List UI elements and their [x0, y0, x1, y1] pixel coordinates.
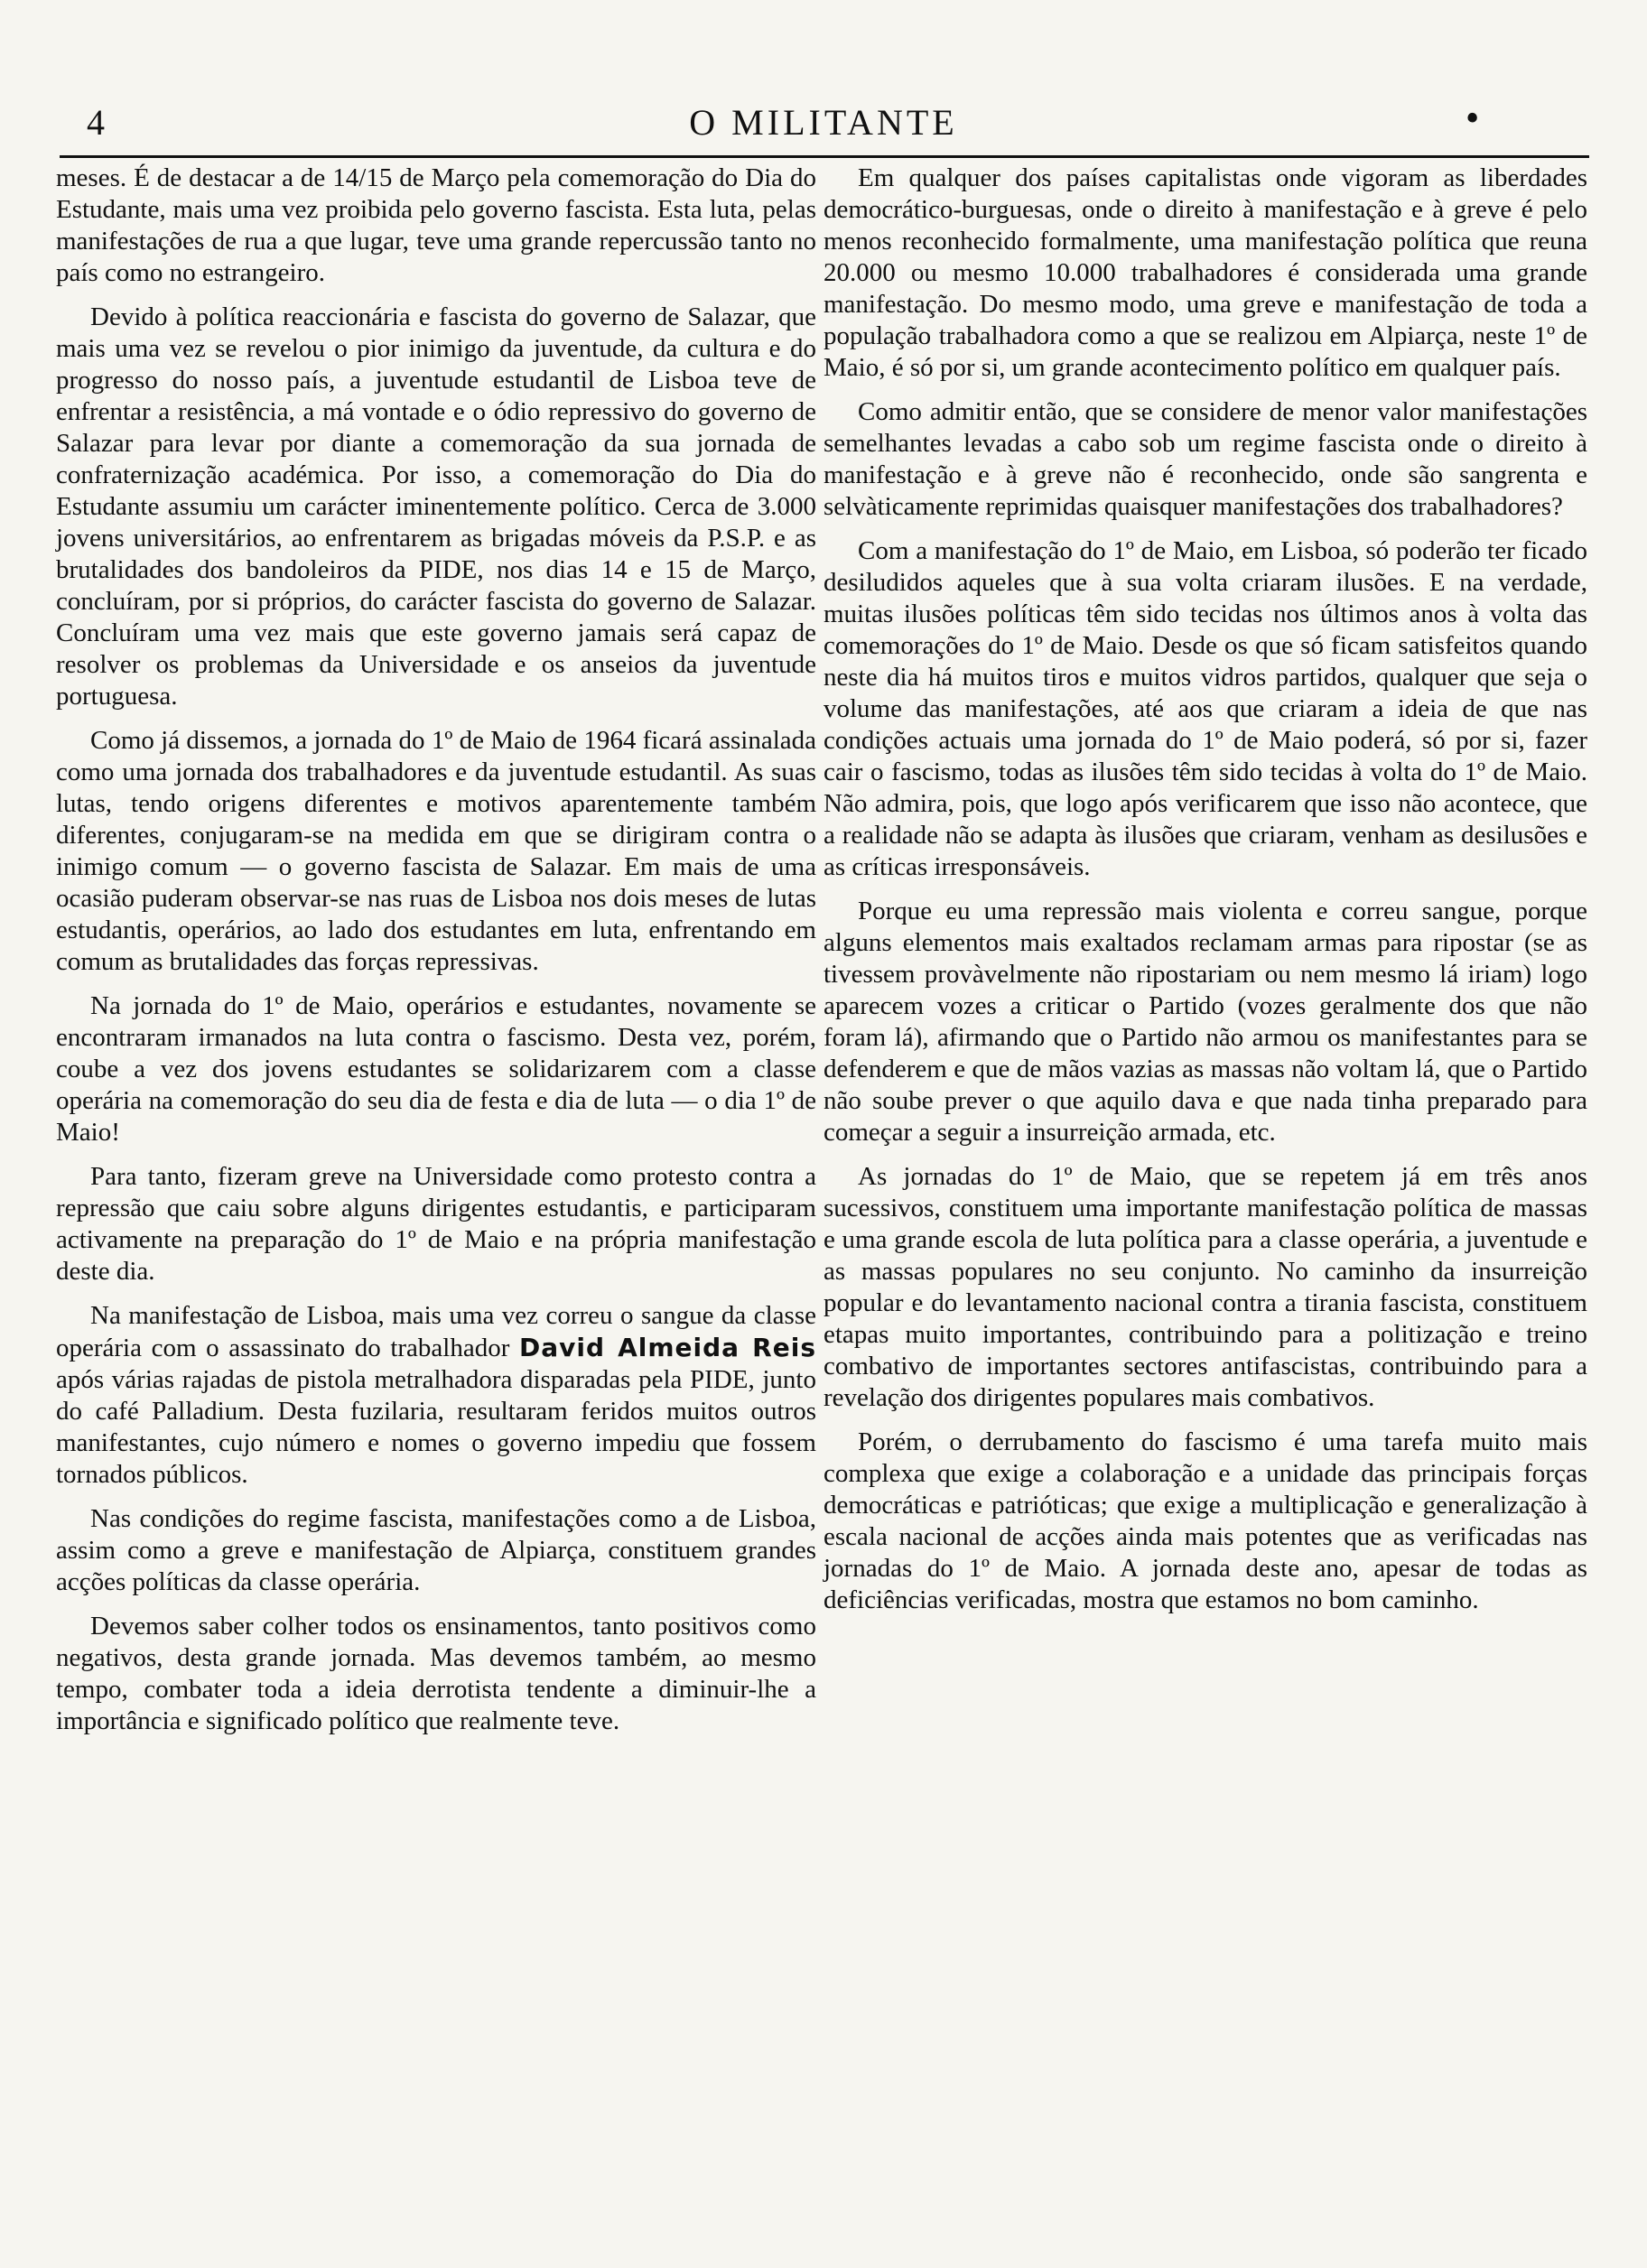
paragraph: Nas condições do regime fascista, manifestações como a de Lisboa, assim como a greve e manifestação de Alpiarça, constituem grandes acções políticas da classe operária. [56, 1504, 816, 1596]
right-column [824, 163, 1587, 1629]
left-column [56, 163, 816, 1750]
paragraph: Porque eu uma repressão mais violenta e correu sangue, porque alguns elementos mais exaltados reclamam armas para ripostar (se as tivessem provàvelmente não ripostariam ou nem mesmo lá iriam) logo aparecem vozes a criticar o Partido (vozes geralmente dos que não foram lá), afirmando que o Partido não armou os manifestantes para se defenderem e que de mãos vazias as massas não voltam lá, que o Partido não soube prever o que aquilo dava e que nada tinha preparado para começar a seguir a insurreição armada, etc. [824, 897, 1587, 1147]
header-bullet: • [1463, 101, 1483, 138]
paragraph: Para tanto, fizeram greve na Universidade como protesto contra a repressão que caiu sobre alguns dirigentes estudantis, e participaram activamente na preparação do 1º de Maio e na própria manifestação deste dia. [56, 1162, 816, 1286]
paragraph: Em qualquer dos países capitalistas onde vigoram as liberdades democrático-burguesas, onde o direito à manifestação e à greve é pelo menos reconhecido formalmente, uma manifestação política que reuna 20.000 ou mesmo 10.000 trabalhadores é considerada uma grande manifestação. Do mesmo modo, uma greve e manifestação de toda a população trabalhadora como a que se realizou em Alpiarça, neste 1º de Maio, é só por si, um grande acontecimento político em qualquer país. [824, 163, 1587, 382]
paragraph: As jornadas do 1º de Maio, que se repetem já em três anos sucessivos, constituem uma importante manifestação política de massas e uma grande escola de luta política para a classe operária, a juventude e as massas populares no seu conjunto. No caminho da insurreição popular e do levantamento nacional contra a tirania fascista, constituem etapas muito importantes, contribuindo para a politização e treino combativo de importantes sectores antifascistas, contribuindo para a revelação dos dirigentes populares mais combativos. [824, 1162, 1587, 1412]
paragraph-killing [56, 1300, 816, 1491]
paragraph: Como admitir então, que se considere de menor valor manifestações semelhantes levadas a cabo sob um regime fascista onde o direito à manifestação e à greve não é reconhecido, onde são sangrenta e selvàticamente reprimidas quaisquer manifestações dos trabalhadores? [824, 397, 1587, 521]
paragraph: Devido à política reaccionária e fascista do governo de Salazar, que mais uma vez se revelou o pior inimigo da juventude, da cultura e do progresso do nosso país, a juventude estudantil de Lisboa teve de enfrentar a resistência, a má vontade e o ódio repressivo do governo de Salazar para levar por diante a comemoração da sua jornada de confraternização académica. Por isso, a comemoração do Dia do Estudante assumiu um carácter iminentemente político. Cerca de 3.000 jovens universitários, ao enfrentarem as brigadas móveis da P.S.P. e as brutalidades dos bandoleiros da PIDE, nos dias 14 e 15 de Março, concluíram, por si próprios, do carácter fascista do governo de Salazar. Concluíram uma vez mais que este governo jamais será capaz de resolver os problemas da Universidade e os anseios da juventude portuguesa. [56, 302, 816, 711]
paragraph: meses. É de destacar a de 14/15 de Março pela comemoração do Dia do Estudante, mais uma vez proibida pelo governo fascista. Esta luta, pelas manifestações de rua a que lugar, teve uma grande repercussão tanto no país como no estrangeiro. [56, 163, 816, 287]
page-title: O MILITANTE [689, 102, 958, 143]
worker-name: David Almeida Reis [518, 1333, 816, 1362]
header-rule [60, 155, 1589, 158]
paragraph-text: Na manifestação de Lisboa, mais uma vez correu o sangue da classe operária com o assassinato do trabalhador [56, 1301, 816, 1362]
paragraph: Como já dissemos, a jornada do 1º de Maio de 1964 ficará assinalada como uma jornada dos trabalhadores e da juventude estudantil. As suas lutas, tendo origens diferentes e motivos aparentemente também diferentes, conjugaram-se na medida em que se dirigiram contra o inimigo comum — o governo fascista de Salazar. Em mais de uma ocasião puderam observar-se nas ruas de Lisboa nos dois meses de lutas estudantis, operários, ao lado dos estudantes em luta, enfrentando em comum as brutalidades das forças repressivas. [56, 726, 816, 976]
paragraph-text: após várias rajadas de pistola metralhadora disparadas pela PIDE, junto do café Palladium. Desta fuzilaria, resultaram feridos muitos outros manifestantes, cujo número e nomes o governo impediu que fossem tornados públicos. [56, 1365, 816, 1489]
paragraph: Porém, o derrubamento do fascismo é uma tarefa muito mais complexa que exige a colaboração e a unidade das principais forças democráticas e patrióticas; que exige a multiplicação e generalização à escala nacional de acções ainda mais potentes que as verificadas nas jornadas do 1º de Maio. A jornada deste ano, apesar de todas as deficiências verificadas, mostra que estamos no bom caminho. [824, 1427, 1587, 1614]
paragraph: Com a manifestação do 1º de Maio, em Lisboa, só poderão ter ficado desiludidos aqueles que à sua volta criaram ilusões. E na verdade, muitas ilusões políticas têm sido tecidas nos últimos anos à volta das comemorações do 1º de Maio. Desde os que só ficam satisfeitos quando neste dia há muitos tiros e muitos vidros partidos, qualquer que seja o volume das manifestações, até aos que criaram a ideia de que nas condições actuais uma jornada do 1º de Maio poderá, só por si, fazer cair o fascismo, todas as ilusões têm sido tecidas à volta do 1º de Maio. Não admira, pois, que logo após verificarem que isso não acontece, que a realidade não se adapta às ilusões que criaram, venham as desilusões e as críticas irresponsáveis. [824, 536, 1587, 881]
paragraph: Na jornada do 1º de Maio, operários e estudantes, novamente se encontraram irmanados na luta contra o fascismo. Desta vez, porém, coube a vez dos jovens estudantes se solidarizarem com a classe operária na comemoração do seu dia de festa e dia de luta — o dia 1º de Maio! [56, 991, 816, 1147]
page-number: 4 [87, 102, 105, 143]
paragraph: Devemos saber colher todos os ensinamentos, tanto positivos como negativos, desta grande jornada. Mas devemos também, ao mesmo tempo, combater toda a ideia derrotista tendente a diminuir-lhe a importância e significado político que realmente teve. [56, 1612, 816, 1735]
